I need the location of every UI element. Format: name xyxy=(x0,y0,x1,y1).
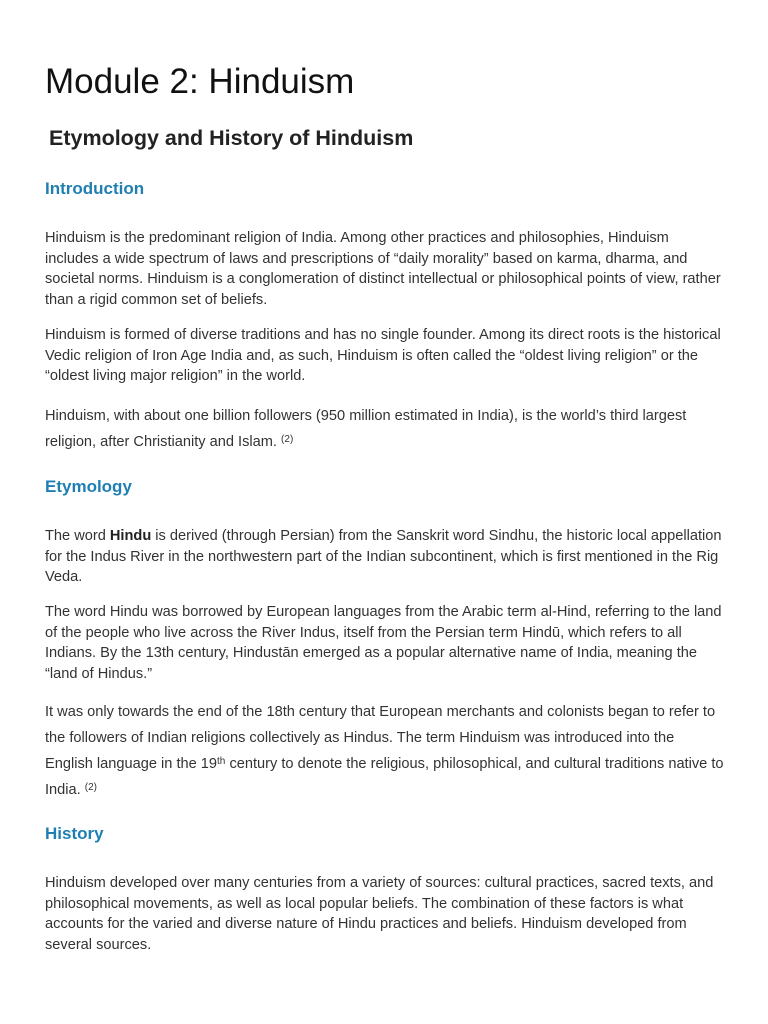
etymology-heading: Etymology xyxy=(45,477,132,496)
etymology-p1-before: The word xyxy=(45,528,110,544)
introduction-paragraph-2: Hinduism is formed of diverse traditions and has no single founder. Among its direct roots is the historical Vedic religion of Iron Age India and, as such, Hinduism is often called the “oldest living religion” or the “oldest living major religion” in the world. xyxy=(45,327,721,384)
introduction-paragraph-1: Hinduism is the predominant religion of India. Among other practices and philosophies, Hinduism includes a wide spectrum of laws and prescriptions of “daily morality” based on karma, dharma, and societal norms. Hinduism is a conglomeration of distinct intellectual or philosophical points of view, rather than a rigid common set of beliefs. xyxy=(45,230,721,308)
hindu-bold-term: Hindu xyxy=(109,528,152,544)
etymology-p3-before: It was only towards the end of the 18th century that European merchants and colonists began to refer to the followers of Indian religions collectively as Hindus. The term Hinduism was introduced into the English language in the 19 xyxy=(45,704,716,772)
etymology-paragraph-1 xyxy=(45,526,725,588)
history-heading: History xyxy=(45,824,104,843)
introduction-paragraph-3-text: Hinduism, with about one billion followers (950 million estimated in India), is the world’s third largest religion, after Christianity and Islam. xyxy=(45,408,687,450)
page-subtitle: Etymology and History of Hinduism xyxy=(49,126,414,150)
introduction-paragraph-3 xyxy=(45,403,725,455)
etymology-p1-after: is derived (through Persian) from the Sanskrit word Sindhu, the historic local appellation for the Indus River in the northwestern part of the Indian subcontinent, which is first mentioned in the Rig Veda. xyxy=(45,528,722,585)
etymology-p3-after: century to denote the religious, philosophical, and cultural traditions native to India. xyxy=(45,756,724,798)
ordinal-suffix: th xyxy=(217,756,226,767)
etymology-paragraph-3 xyxy=(45,699,725,803)
introduction-heading: Introduction xyxy=(45,179,145,198)
citation-ref: (2) xyxy=(281,434,294,445)
etymology-paragraph-2: The word Hindu was borrowed by European languages from the Arabic term al-Hind, referring to the land of the people who live across the River Indus, itself from the Persian term Hindū, which refers to all Indians. By the 13th century, Hindustān emerged as a popular alternative name of India, meaning the “land of Hindus.” xyxy=(45,604,722,682)
module-title: Module 2: Hinduism xyxy=(45,62,355,101)
citation-ref: (2) xyxy=(84,782,97,793)
history-paragraph-1: Hinduism developed over many centuries from a variety of sources: cultural practices, sacred texts, and philosophical movements, as well as local popular beliefs. The combination of these factors is what accounts for the varied and diverse nature of Hindu practices and beliefs. Hinduism developed from several sources. xyxy=(45,875,714,953)
